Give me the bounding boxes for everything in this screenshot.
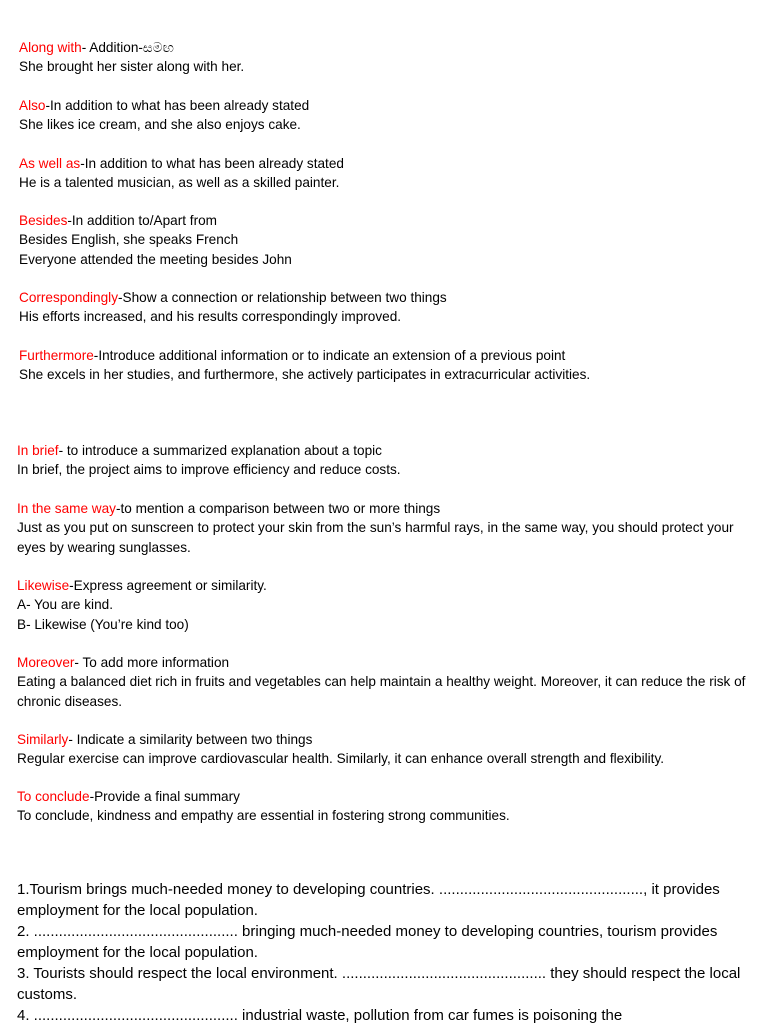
term: Moreover [17, 655, 75, 670]
term: Likewise [17, 578, 70, 593]
example: Regular exercise can improve cardiovascular health. Similarly, it can enhance overall strength and flexibility. [17, 751, 665, 767]
term: In brief [17, 443, 59, 458]
definition: -Express agreement or similarity. [69, 578, 267, 593]
definition: -to mention a comparison between two or more things [115, 501, 441, 516]
example: She likes ice cream, and she also enjoys cake. [19, 117, 301, 133]
definition: -In addition to what has been already stated [45, 98, 310, 113]
term: Furthermore [19, 348, 94, 363]
term: Also [19, 98, 46, 113]
example: Besides English, she speaks French [19, 232, 239, 248]
entry-in-brief [17, 441, 747, 480]
example: His efforts increased, and his results correspondingly improved. [19, 309, 402, 325]
entry-correspondingly [19, 288, 749, 327]
entry-along-with [19, 38, 749, 77]
exercise-question-4: 4. ................................................. industrial waste, pollution from car fumes is poisoning the [17, 1007, 623, 1024]
entry-likewise [17, 576, 747, 634]
example: She brought her sister along with her. [19, 59, 245, 75]
definition: - to introduce a summarized explanation about a topic [58, 443, 382, 458]
definition: -Provide a final summary [89, 789, 240, 804]
entry-besides [19, 211, 749, 269]
entry-to-conclude [17, 787, 747, 826]
term: To conclude [17, 789, 90, 804]
example: In brief, the project aims to improve efficiency and reduce costs. [17, 462, 401, 478]
definition: -Introduce additional information or to indicate an extension of a previous point [93, 348, 566, 363]
term: In the same way [17, 501, 116, 516]
example: He is a talented musician, as well as a skilled painter. [19, 175, 340, 191]
definition: -In addition to/Apart from [67, 213, 217, 228]
term: As well as [19, 156, 81, 171]
example: Just as you put on sunscreen to protect your skin from the sun’s harmful rays, in the same way, you should protect your eyes by wearing sunglasses. [17, 520, 734, 555]
entry-in-the-same-way [17, 499, 747, 557]
definition: - Indicate a similarity between two things [68, 732, 313, 747]
example: Eating a balanced diet rich in fruits and vegetables can help maintain a healthy weight. Moreover, it can reduce the risk of chronic diseases. [17, 674, 746, 709]
entry-moreover [17, 653, 747, 711]
exercise-question-3: 3. Tourists should respect the local environment. ................................................. they should respect the local customs. [17, 965, 741, 1003]
definition: -Show a connection or relationship between two things [118, 290, 447, 305]
term: Besides [19, 213, 68, 228]
entry-furthermore [19, 346, 749, 385]
example: A- You are kind. [17, 597, 113, 613]
exercise-question-2: 2. ................................................. bringing much-needed money to developing countries, tourism provides employment for the local population. [17, 923, 718, 961]
definition: - Addition-සමඟ [81, 40, 174, 55]
term: Similarly [17, 732, 69, 747]
example: B- Likewise (You’re kind too) [17, 616, 189, 632]
example: She excels in her studies, and furthermore, she actively participates in extracurricular activities. [19, 367, 591, 383]
example: To conclude, kindness and empathy are essential in fostering strong communities. [17, 808, 510, 824]
example: Everyone attended the meeting besides John [19, 251, 292, 267]
entry-similarly [17, 730, 747, 769]
exercise-question-1: 1.Tourism brings much-needed money to developing countries. ................................................., it provides employment for the local population. [17, 881, 720, 919]
entry-as-well-as [19, 154, 749, 193]
term: Correspondingly [19, 290, 118, 305]
entry-also [19, 96, 749, 135]
term: Along with [19, 40, 82, 55]
definition: -In addition to what has been already stated [80, 156, 344, 171]
definition: - To add more information [74, 655, 230, 670]
